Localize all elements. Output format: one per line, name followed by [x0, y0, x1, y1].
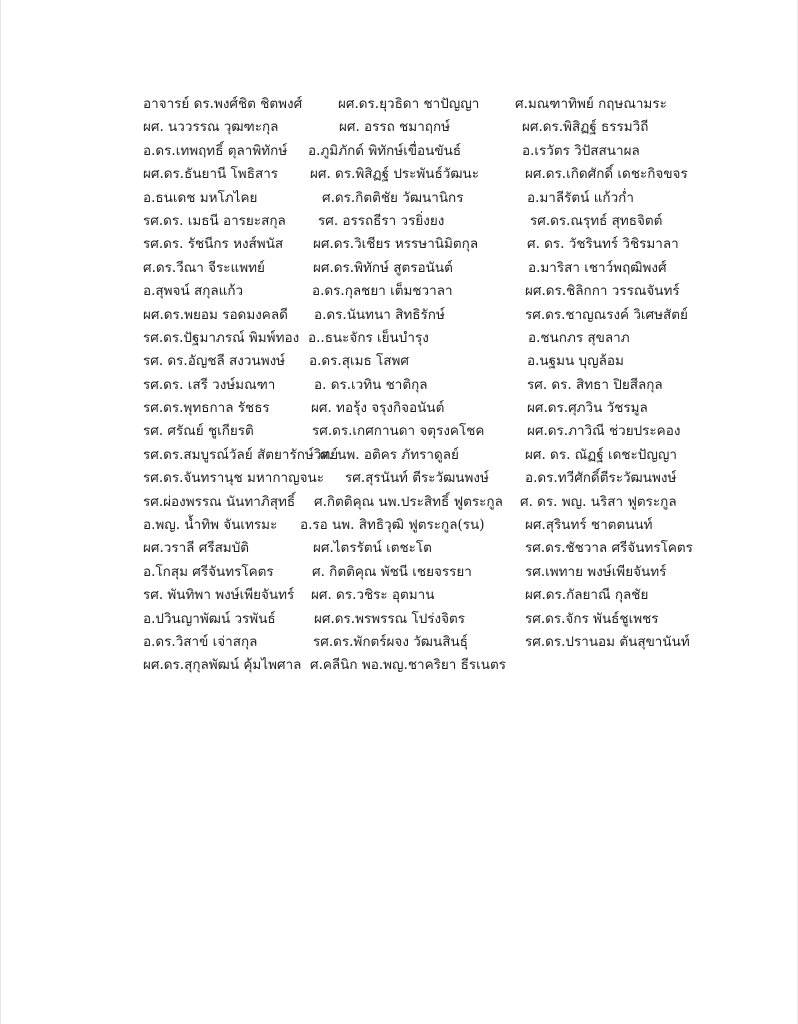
name-row	[143, 420, 743, 443]
name-entry: ศ.คลีนิก พอ.พญ.ชาคริยา ธีรเนตร	[310, 657, 507, 674]
name-entry: รศ.ดร.พุทธกาล รัชธร	[143, 400, 270, 417]
name-entry: รศ.ดร.สมบูรณ์วัลย์ สัตยารักษ์วิทย์	[143, 446, 339, 463]
name-entry: อ.สุพจน์ สกุลแก้ว	[143, 283, 244, 300]
name-entry: อ.ดร.วิสาข์ เจ่าสกุล	[143, 633, 258, 650]
name-entry: รศ.ดร. รัชนีกร หงส์พนัส	[143, 236, 284, 253]
name-entry: อ.ดร.สุเมธ โสพศ	[309, 353, 409, 370]
name-row	[143, 444, 743, 467]
name-row	[143, 233, 743, 256]
name-entry: ศ.กิตติคุณ นพ.ประสิทธิ์ ฟูตระกูล	[314, 493, 503, 510]
name-row	[143, 187, 743, 210]
name-row	[143, 514, 743, 537]
name-entry: อ.ชนกภร สุขลาภ	[528, 329, 630, 346]
name-entry: ผศ.ดร.พยอม รอดมงคลดี	[143, 306, 288, 323]
name-entry: อ. ดร.เวทิน ชาติกุล	[314, 376, 428, 393]
name-entry: ผศ.ดร.ภาวิณี ช่วยประคอง	[527, 423, 681, 440]
name-entry: รศ. ดร.อัญชลี สงวนพงษ์	[143, 353, 286, 370]
name-entry: รศ.ดร.พักตร์ผจง วัฒนสินธุ์	[313, 633, 468, 650]
name-entry: ศ. ดร. พญ. นริสา ฟูตระกูล	[520, 493, 677, 510]
name-row	[143, 397, 743, 420]
name-row	[143, 327, 743, 350]
name-entry: รศ. พันทิพา พงษ์เพียจันทร์	[143, 587, 295, 604]
name-entry: อาจารย์ ดร.พงศ์ชิต ชิตพงศ์	[143, 96, 303, 112]
name-row	[143, 374, 743, 397]
name-entry: รศ.ดร.ชัชวาล ศรีจันทรโคตร	[525, 540, 693, 557]
name-entry: รศ.เพทาย พงษ์เพียจันทร์	[525, 563, 667, 580]
name-entry: รศ.ดร. เสรี วงษ์มณฑา	[143, 376, 276, 393]
name-entry: ผศ.ดร.ชิลิกกา วรรณจันทร์	[525, 283, 680, 300]
name-entry: รศ.ดร.จันทรานุช มหากาญจนะ	[143, 470, 324, 487]
name-entry: ผศ. ดร.พิสิฏฐ์ ประพันธ์วัฒนะ	[310, 166, 480, 183]
name-entry: อ.ธนเดช มหโภไคย	[143, 189, 258, 206]
name-entry: อ.ภูมิภักด์ พิทักษ์เขื่อนขันธ์	[308, 142, 462, 159]
name-row	[143, 210, 743, 233]
name-entry: ศ. กิตติคุณ พัชนี เชยจรรยา	[312, 563, 472, 580]
name-list	[143, 93, 743, 678]
name-row	[143, 467, 743, 490]
name-entry: อ..ธนะจักร เย็นบำรุง	[308, 329, 429, 346]
name-entry: รศ.ดร.ณรุทธ์ สุทธจิตต์	[530, 212, 663, 229]
name-entry: รศ.ดร.ปรานอม ตันสุขานันท์	[525, 633, 690, 650]
name-entry: ศ. นพ. อติคร ภัทราดูลย์	[320, 446, 459, 463]
name-entry: ผศ. ดร.วชิระ อุตมาน	[311, 587, 435, 604]
name-row	[143, 537, 743, 560]
name-row	[143, 491, 743, 514]
name-entry: อ.ดร.เทพฤทธิ์ ตุลาพิทักษ์	[143, 142, 288, 159]
name-row	[143, 631, 743, 654]
name-row	[143, 304, 743, 327]
name-entry: ผศ.วราลี ศรีสมบัติ	[143, 540, 250, 557]
name-entry: อ.มาลีรัตน์ แก้วก่ำ	[527, 189, 634, 206]
name-entry: ศ.ดร.กิตติชัย วัฒนานิกร	[322, 189, 464, 206]
name-entry: อ.โกสุม ศรีจันทรโคตร	[143, 563, 274, 580]
name-row	[143, 584, 743, 607]
name-row	[143, 257, 743, 280]
name-row	[143, 654, 743, 677]
name-entry: ผศ.ดร.กัลยาณี กุลชัย	[525, 587, 649, 604]
name-row	[143, 561, 743, 584]
name-row	[143, 93, 743, 116]
name-entry: อ.ดร.นันทนา สิทธิรักษ์	[314, 306, 445, 323]
name-entry: ผศ.ดร.ธันยานี โพธิสาร	[143, 166, 279, 183]
name-entry: ผศ.ดร.พิทักษ์ สูตรอนันต์	[313, 259, 453, 276]
name-entry: ผศ. นววรรณ วุฒฑะกุล	[143, 119, 279, 136]
name-entry: ผศ.ไตรรัตน์ เตชะโต	[313, 540, 432, 557]
name-entry: อ.พญ. น้ำทิพ จันเทรมะ	[143, 517, 278, 534]
name-entry: อ.ดร.ทวีศักดิ์ตีระวัฒนพงษ์	[525, 470, 677, 487]
name-entry: รศ.ผ่องพรรณ นันทาภิสุทธิ์	[143, 493, 296, 510]
name-entry: ศ.ดร.วีณา จีระแพทย์	[143, 259, 265, 276]
name-entry: รศ.ดร.จักร พันธ์ชูเพชร	[525, 610, 659, 627]
name-entry: รศ.ดร. เมธนี อารยะสกุล	[143, 212, 286, 229]
name-entry: ผศ.ดร.ศุภวิน วัชรมูล	[527, 400, 648, 417]
name-row	[143, 140, 743, 163]
name-entry: ศ.มณฑาทิพย์ กฤษณามระ	[515, 96, 667, 112]
name-entry: ผศ.ดร.พิสิฏฐ์ ธรรมวิถี	[522, 119, 649, 136]
name-row	[143, 280, 743, 303]
name-entry: รศ.ดร.เกศกานดา จตุรงคโชค	[312, 423, 485, 440]
name-entry: ผศ. ดร. ณัฏฐ์ เดชะปัญญา	[525, 446, 677, 463]
name-entry: อ.รอ นพ. สิทธิวุฒิ ฟูตระกูล(รน)	[300, 517, 485, 534]
name-entry: รศ. ดร. สิทธา ปิยสีลกุล	[527, 376, 663, 393]
name-entry: อ.มาริสา เชาว์พฤฒิพงศ์	[528, 259, 667, 276]
name-entry: รศ.สุรนันท์ ตีระวัฒนพงษ์	[345, 470, 489, 487]
name-entry: รศ. อรรถธีรา วรยิ่งยง	[318, 212, 445, 229]
name-entry: ผศ.ดร.วิเชียร หรรษานิมิตกุล	[313, 236, 479, 253]
name-entry: ผศ. อรรถ ชมาฤกษ์	[339, 119, 451, 136]
name-entry: รศ.ดร.ชาญณรงค์ วิเศษสัตย์	[525, 306, 688, 323]
name-entry: อ.ดร.กุลชยา เต็มชวาลา	[312, 283, 453, 300]
name-row	[143, 116, 743, 139]
name-entry: ศ. ดร. วัชรินทร์ วิชิรมาลา	[527, 236, 679, 253]
name-entry: ผศ.ดร.พรพรรณ โปร่งจิตร	[314, 610, 466, 627]
name-entry: รศ.ดร.ปัฐมาภรณ์ พิมพ์ทอง	[143, 329, 300, 346]
name-entry: ผศ.ดร.สุกุลพัฒน์ คุ้มไพศาล	[143, 657, 302, 674]
name-row	[143, 163, 743, 186]
name-entry: ผศ.สุรินทร์ ชาตตนนท์	[525, 517, 653, 534]
name-row	[143, 608, 743, 631]
name-entry: ผศ.ดร.เกิดศักดิ์ เดชะกิจขจร	[525, 166, 688, 183]
name-entry: ผศ.ดร.ยุวธิดา ชาปัญญา	[338, 96, 480, 112]
name-entry: อ.ปวินญาพัฒน์ วรพันธ์	[143, 610, 276, 627]
name-entry: ผศ. ทอรุ้ง จรุงกิจอนันต์	[311, 400, 445, 417]
name-row	[143, 350, 743, 373]
name-entry: รศ. ศรัณย์ ชูเกียรติ	[143, 423, 254, 440]
name-entry: อ.เรวัตร วิปัสสนาผล	[522, 142, 640, 159]
name-entry: อ.นฐมน บุญล้อม	[527, 353, 624, 370]
